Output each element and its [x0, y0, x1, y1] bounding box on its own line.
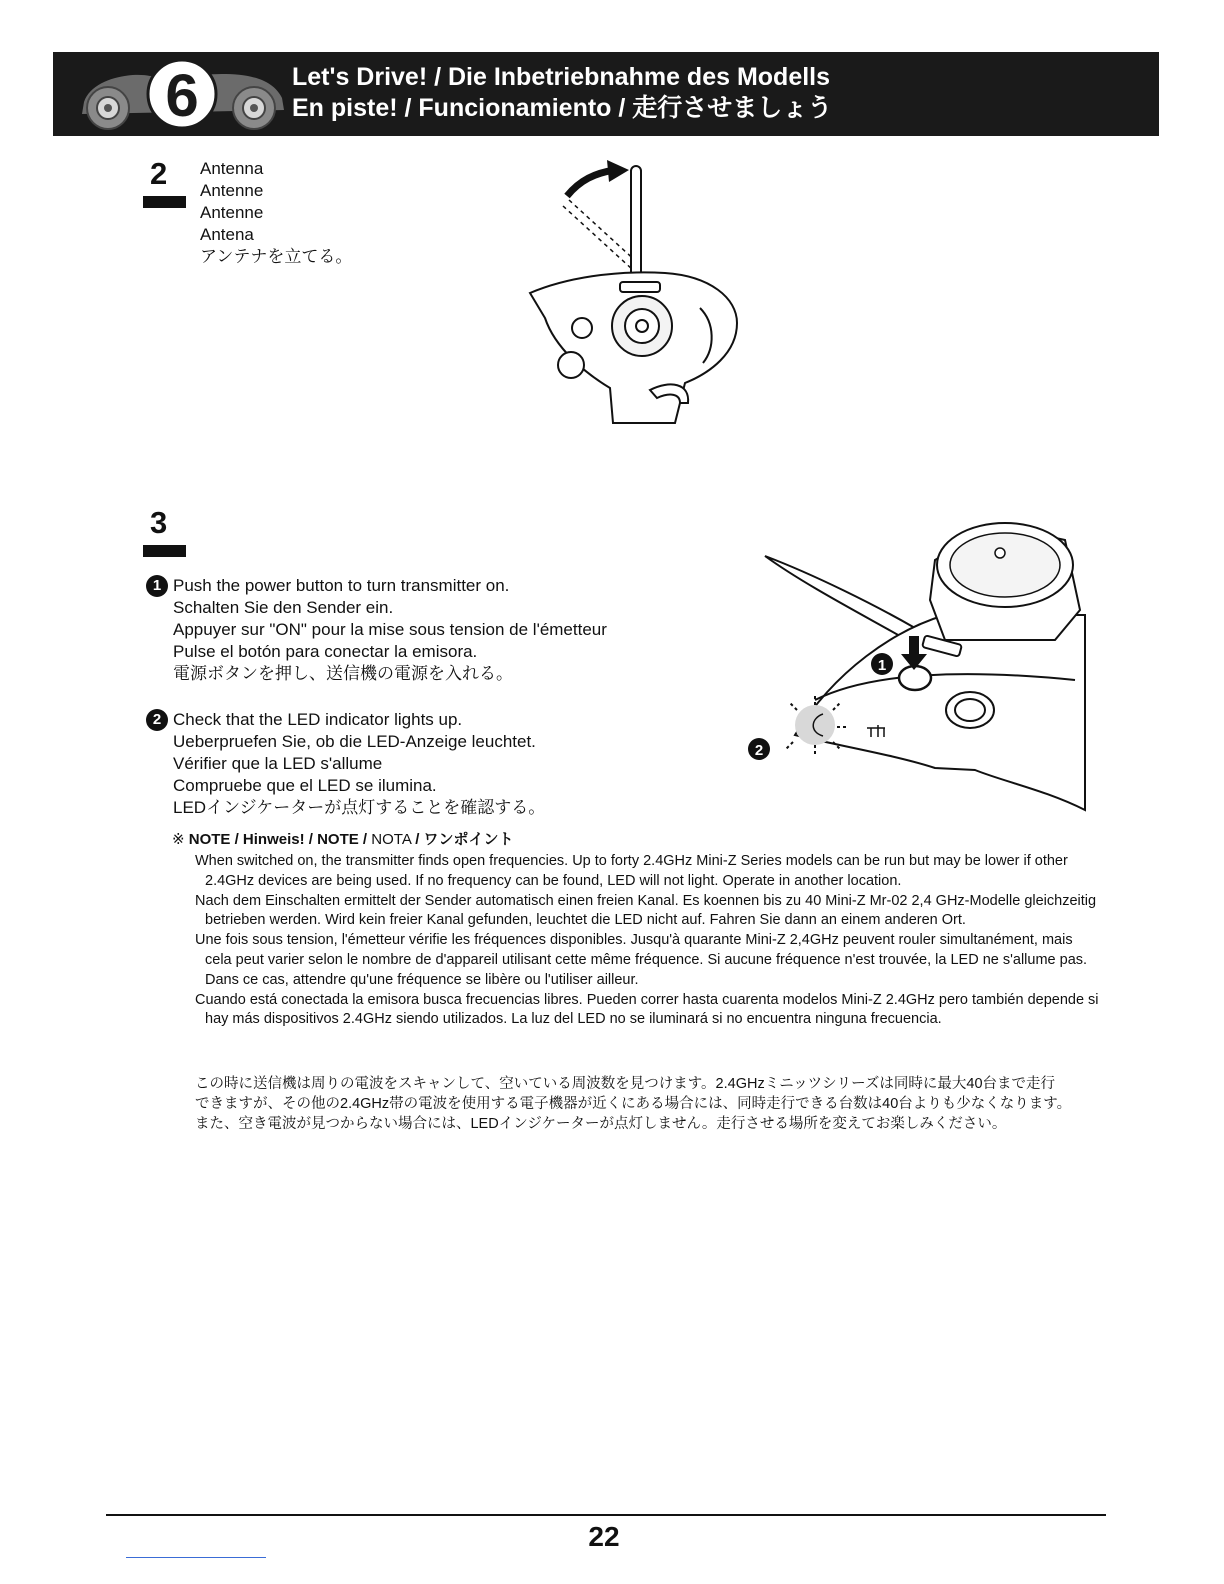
step3-item2-line: Compruebe que el LED se ilumina. [173, 776, 437, 795]
page-number: 22 [588, 1521, 620, 1552]
note-paragraph-en: When switched on, the transmitter finds open frequencies. Up to forty 2.4GHz Mini-Z Series models can be run but may be lower if other 2.4GHz devices are being used. If no frequency can be found, LED will not light. Operate in another location. [195, 853, 1068, 889]
step3-item1-line: Push the power button to turn transmitter on. [173, 576, 510, 595]
section-title-line1: Let's Drive! / Die Inbetriebnahme des Modells [292, 63, 831, 91]
note-heading [172, 830, 514, 850]
wheel-right-icon [233, 87, 275, 129]
antenna-icon [765, 556, 915, 640]
raise-arrow-icon [567, 170, 615, 196]
section-step-number: 6 [165, 62, 199, 129]
transmitter-antenna-illustration [525, 158, 755, 428]
step3-marker-bar [143, 545, 186, 557]
note-jp-line: また、空き電波が見つからない場合には、LEDインジケーターが点灯しません。走行させる場所を変えてお楽しみください。 [195, 1115, 1007, 1132]
note-heading-bold: NOTE / Hinweis! / NOTE / [188, 831, 368, 848]
step2-text [200, 158, 352, 268]
step2-marker-bar [143, 196, 186, 208]
step3-number: 3 [150, 505, 168, 540]
step2-line: アンテナを立てる。 [200, 247, 353, 266]
antenna-icon [631, 166, 641, 278]
car-icon [72, 58, 297, 134]
note-heading-jp: / ワンポイント [415, 831, 514, 848]
note-paragraph-es: Cuando está conectada la emisora busca frecuencias libres. Pueden correr hasta cuarenta modelos Mini-Z 2.4GHz pero también depende si hay más dispositivos 2.4GHz siendo utilizados. La luz del LED no se iluminará si no encuentra ninguna frecuencia. [195, 991, 1099, 1028]
section-title-line2: En piste! / Funcionamiento / 走行させましょう [292, 94, 833, 122]
note-paragraph-de: Nach dem Einschalten ermittelt der Sender automatisch einen freien Kanal. Es koennen bis zu 40 Mini-Z Mr-02 2,4 GHz-Modelle gleichzeitig betrieben werden. Wird kein freier Kanal gefunden, leuchtet die LED nicht auf. Fahren Sie dann an einem anderen Ort. [195, 892, 1097, 929]
wheel-left-icon [87, 87, 129, 129]
step3-item2-text [173, 709, 545, 819]
step3-item1-line: Pulse el botón para conectar la emisora. [173, 642, 478, 661]
note-paragraph-jp [195, 1075, 1100, 1134]
step3-item2-line: LEDインジケーターが点灯することを確認する。 [173, 798, 546, 817]
note-heading-plain: NOTA [371, 831, 412, 848]
step3-item1-line: Appuyer sur "ON" pour la mise sous tension de l'émetteur [173, 620, 607, 639]
step3-item1-marker: 1 [146, 575, 168, 597]
step2-line: Antenne [200, 181, 264, 200]
step3-item1-line: Schalten Sie den Sender ein. [173, 598, 394, 617]
power-button-icon [899, 666, 931, 690]
section-title [292, 62, 832, 124]
figure-marker-1: 1 [877, 657, 887, 674]
step3-item1-line: 電源ボタンを押し、送信機の電源を入れる。 [173, 664, 513, 683]
note-body [195, 852, 1100, 1030]
step3-item2-marker: 2 [146, 709, 168, 731]
transmitter-power-led-illustration [745, 520, 1085, 810]
step3-item1-text [173, 575, 607, 685]
figure-marker-2: 2 [754, 742, 764, 759]
step2-line: Antenne [200, 203, 264, 222]
step3-item2-line: Ueberpruefen Sie, ob die LED-Anzeige leuchtet. [173, 732, 536, 751]
step3-item2-line: Vérifier que la LED s'allume [173, 754, 383, 773]
note-jp-line: できますが、その他の2.4GHz帯の電波を使用する電子機器が近くにある場合には、同時走行できる台数は40台よりも少なくなります。 [195, 1095, 1072, 1112]
note-symbol: ※ [172, 831, 185, 848]
footer-divider [106, 1514, 1106, 1516]
step2-number: 2 [150, 156, 168, 191]
step3-item2-line: Check that the LED indicator lights up. [173, 710, 463, 729]
step2-line: Antena [200, 225, 254, 244]
step2-line: Antenna [200, 159, 264, 178]
note-jp-line: この時に送信機は周りの電波をスキャンして、空いている周波数を見つけます。2.4GHzミニッツシリーズは同時に最大40台まで走行 [195, 1076, 1056, 1092]
footer-link-underline [126, 1557, 266, 1558]
note-paragraph-fr: Une fois sous tension, l'émetteur vérifie les fréquences disponibles. Jusqu'à quarante Mini-Z 2,4GHz peuvent rouler simultanément, mais cela peut varier selon le nombre de d'appareil utilisant cette même fréquence. Si aucune fréquence n'est trouvée, la LED ne s'allume pas. Dans ce cas, attendre qu'une fréquence se libère ou l'utiliser ailleur. [195, 932, 1088, 988]
